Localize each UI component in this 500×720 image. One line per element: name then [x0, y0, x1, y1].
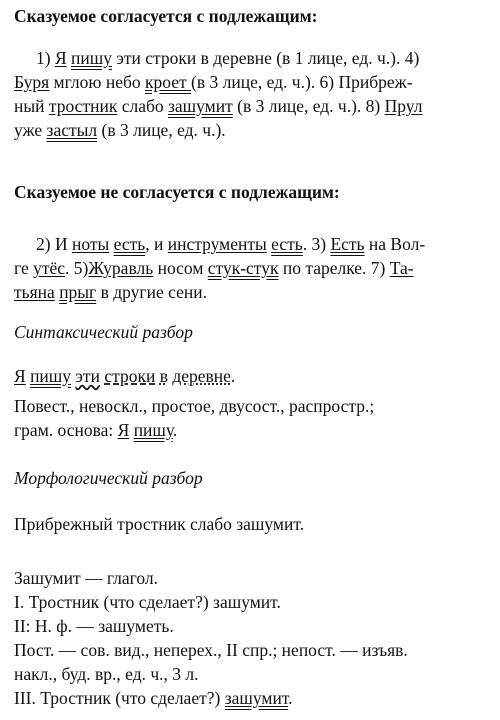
subject: инструменты [167, 234, 267, 254]
subject: тростник [48, 96, 118, 116]
predicate: пишу [30, 366, 72, 386]
syntax-analysis-line-1: Повест., невоскл., простое, двусост., распростр.; [14, 396, 375, 416]
syntax-heading: Синтаксический разбор [14, 322, 193, 342]
text: . [172, 420, 178, 440]
predicate: есть [113, 234, 146, 254]
syntax-analysis-line-2 [14, 418, 494, 442]
syntax-sentence [14, 364, 494, 388]
morph-line-1: Зашумит — глагол. [14, 568, 159, 588]
text: в другие сени. [96, 282, 207, 302]
text: носом [153, 258, 208, 278]
morph-heading: Морфологический разбор [14, 468, 203, 488]
adverbial: деревне [172, 366, 231, 386]
text: эти строки в деревне (в 1 лице, ед. ч.). 4) [111, 48, 420, 68]
subject: Прул [384, 96, 423, 116]
text: ный [14, 96, 49, 116]
subject: ноты [71, 234, 110, 254]
subject: Буря [14, 72, 50, 92]
definition: эти [75, 366, 100, 386]
morph-line-5: накл., буд. вр., ед. ч., 3 л. [14, 664, 199, 684]
text: III. Тростник (что сделает?) [14, 688, 225, 708]
text: слабо [117, 96, 168, 116]
morph-analysis [14, 566, 494, 710]
morph-line-3: II: Н. ф. — зашуметь. [14, 616, 174, 636]
disagree-paragraph [14, 232, 494, 304]
predicate: пишу [133, 420, 173, 440]
syntax-sentence-line [14, 364, 494, 388]
predicate: кроет [145, 72, 192, 92]
text: 1) [36, 48, 55, 68]
morph-line-6 [14, 686, 494, 710]
text: (в 3 лице, ед. ч.). 6) Прибреж- [191, 72, 413, 92]
disagree-line-1 [14, 232, 494, 256]
subject: Я [54, 48, 67, 68]
subject: Журавль [88, 258, 154, 278]
text: ге [14, 258, 34, 278]
agree-line-2 [14, 70, 494, 94]
text: уже [14, 120, 47, 140]
predicate: застыл [46, 120, 98, 140]
agree-line-4 [14, 118, 494, 142]
subject: утёс [33, 258, 66, 278]
text: . 3) [302, 234, 331, 254]
adverbial: в [159, 366, 168, 386]
agree-heading: Сказуемое согласуется с подлежащим: [14, 6, 318, 26]
morph-line-2: I. Тростник (что сделает?) зашумит. [14, 592, 281, 612]
predicate: есть [271, 234, 303, 254]
subject: тьяна [14, 282, 55, 302]
object: строки [104, 366, 156, 386]
predicate: зашумит [224, 688, 289, 708]
text: . 5) [65, 258, 89, 278]
predicate: пишу [71, 48, 112, 68]
text: , и [145, 234, 168, 254]
subject: Я [14, 366, 26, 386]
agree-line-3 [14, 94, 494, 118]
text: по тарелке. 7) [278, 258, 390, 278]
morph-line-4: Пост. — сов. вид., неперех., II спр.; непост. — изъяв. [14, 640, 408, 660]
predicate: зашумит [168, 96, 233, 116]
syntax-analysis [14, 394, 494, 442]
disagree-heading: Сказуемое не согласуется с подлежащим: [14, 182, 340, 202]
text: на Вол- [364, 234, 426, 254]
predicate: прыг [59, 282, 97, 302]
text: (в 3 лице, ед. ч.). 8) [232, 96, 385, 116]
predicate: Есть [330, 234, 365, 254]
text: . [230, 366, 236, 386]
disagree-line-3 [14, 280, 494, 304]
disagree-line-2 [14, 256, 494, 280]
predicate: стук-стук [207, 258, 279, 278]
morph-sentence: Прибрежный тростник слабо зашумит. [14, 514, 305, 534]
subject: Я [117, 420, 130, 440]
text: мглою небо [49, 72, 146, 92]
text: . [288, 688, 293, 708]
text: 2) И [36, 234, 72, 254]
agree-line-1 [14, 46, 494, 70]
text: (в 3 лице, ед. ч.). [97, 120, 226, 140]
subject: Та- [389, 258, 414, 278]
text: грам. основа: [14, 420, 118, 440]
agree-paragraph [14, 46, 494, 142]
